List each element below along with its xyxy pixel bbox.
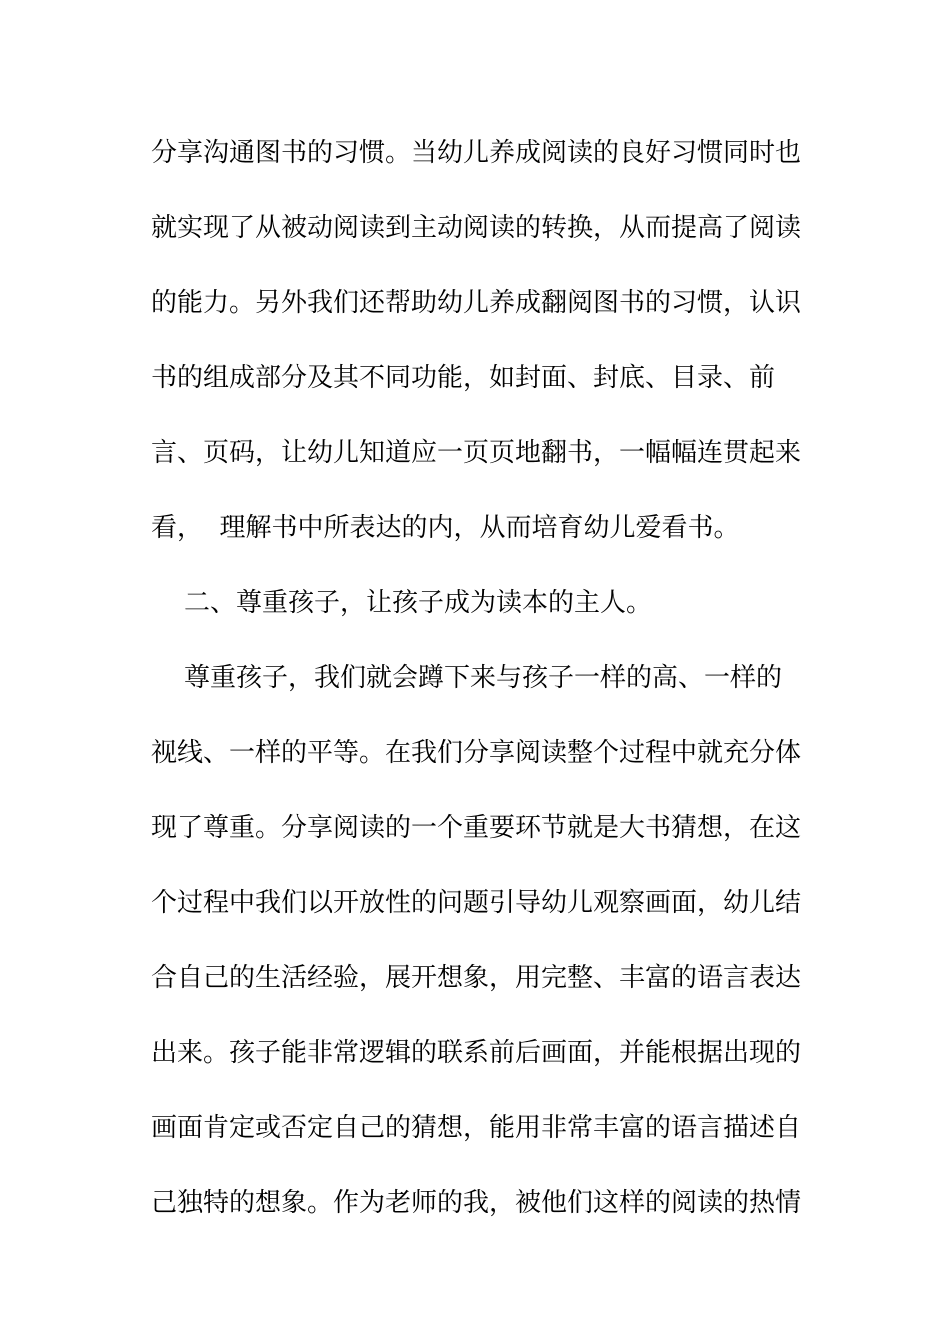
text-line-5: 言、页码，让幼儿知道应一页页地翻书，一幅幅连贯起来 (151, 438, 802, 468)
text-line-15: 己独特的想象。作为老师的我，被他们这样的阅读的热情 (151, 1188, 802, 1218)
text-line-12: 合自己的生活经验，展开想象，用完整、丰富的语言表达 (151, 963, 802, 993)
text-line-1: 分享沟通图书的习惯。当幼儿养成阅读的良好习惯同时也 (151, 138, 802, 168)
text-line-9: 视线、一样的平等。在我们分享阅读整个过程中就充分体 (151, 738, 802, 768)
text-line-6: 看， 理解书中所表达的内，从而培育幼儿爱看书。 (151, 513, 740, 543)
text-line-13: 出来。孩子能非常逻辑的联系前后画面，并能根据出现的 (151, 1038, 802, 1068)
text-line-8: 尊重孩子，我们就会蹲下来与孩子一样的高、一样的 (151, 663, 783, 693)
body-text (151, 126, 802, 1251)
text-line-14: 画面肯定或否定自己的猜想，能用非常丰富的语言描述自 (151, 1113, 802, 1143)
text-line-3: 的能力。另外我们还帮助幼儿养成翻阅图书的习惯，认识 (151, 288, 802, 318)
text-line-11: 个过程中我们以开放性的问题引导幼儿观察画面，幼儿结 (151, 888, 802, 918)
text-line-10: 现了尊重。分享阅读的一个重要环节就是大书猜想，在这 (151, 813, 802, 843)
section-heading: 二、尊重孩子，让孩子成为读本的主人。 (151, 588, 653, 618)
text-line-4: 书的组成部分及其不同功能，如封面、封底、目录、前 (151, 363, 776, 393)
text-line-2: 就实现了从被动阅读到主动阅读的转换，从而提高了阅读 (151, 213, 802, 243)
